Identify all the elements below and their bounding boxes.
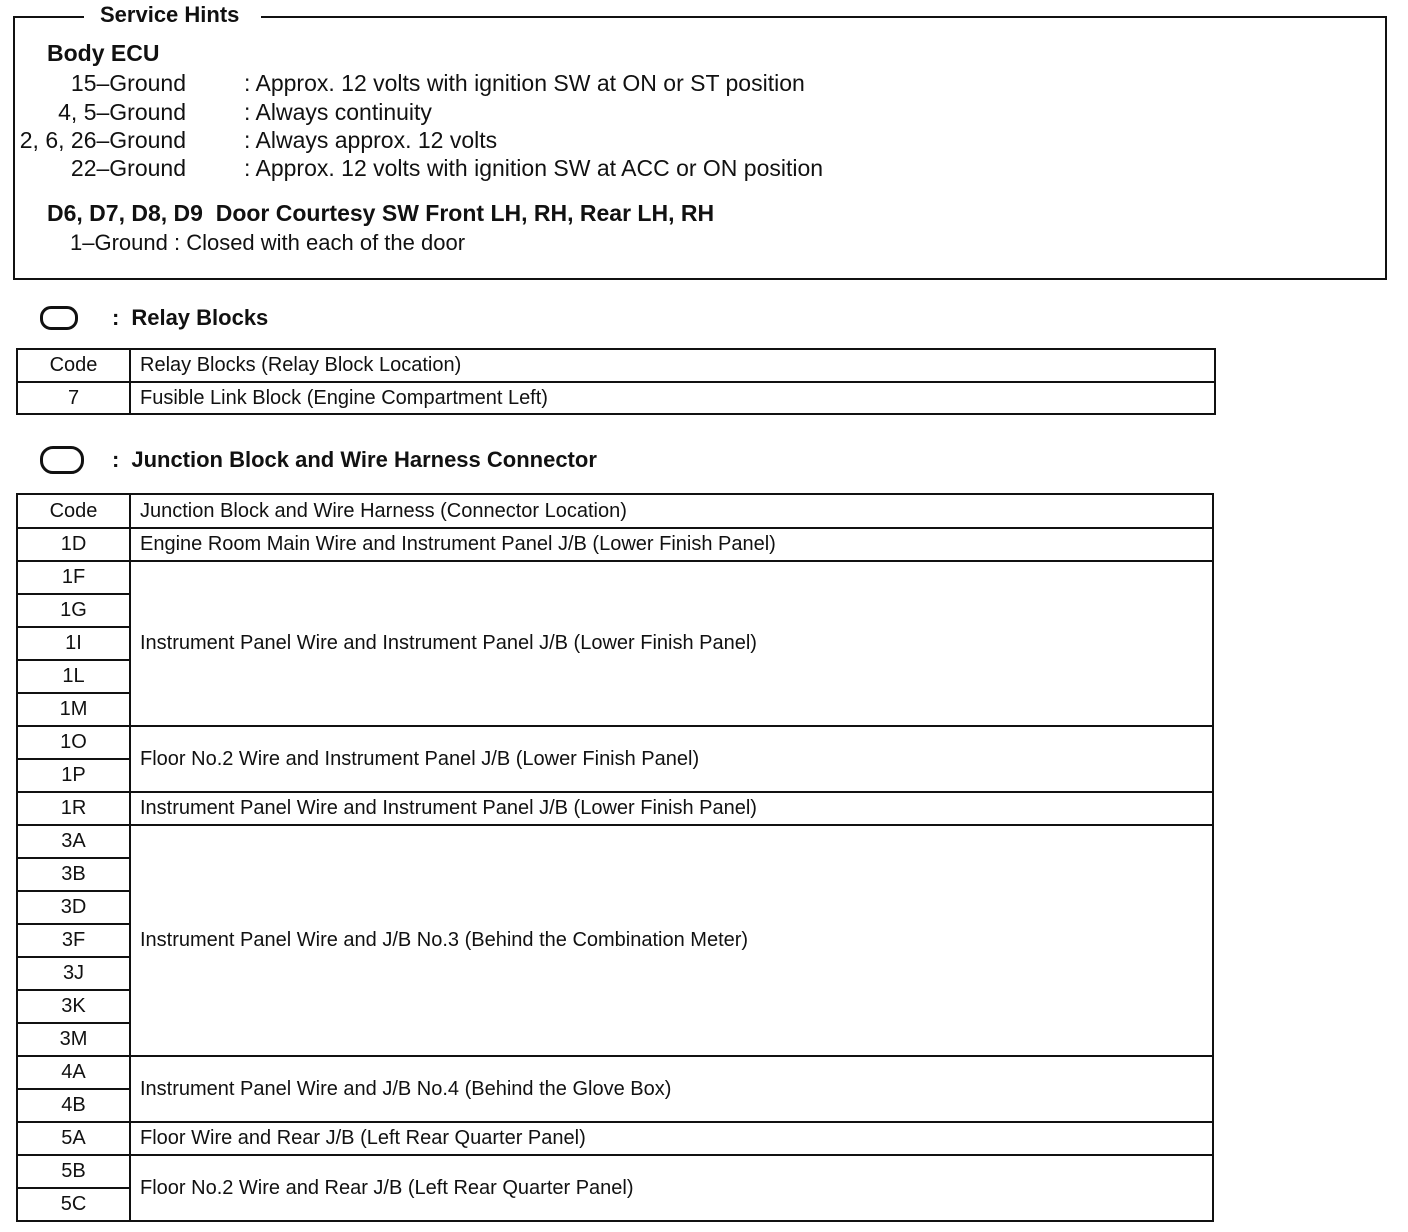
hint-desc: : Approx. 12 volts with ignition SW at ACC or ON position [244,155,824,181]
door-sw-line: 1–Ground : Closed with each of the door [70,230,466,255]
hint-desc: : Always approx. 12 volts [244,127,498,153]
table-row [17,792,1213,825]
connector-location: Engine Room Main Wire and Instrument Panel J/B (Lower Finish Panel) [130,528,1213,561]
table-row [17,382,1215,414]
table-row [17,825,1213,858]
connector-code: 1R [17,792,130,825]
hint-pins: 15–Ground [70,70,186,96]
connector-location: Instrument Panel Wire and J/B No.3 (Behind the Combination Meter) [130,825,1213,1056]
connector-code: 1M [17,693,130,726]
hint-line [15,70,1315,98]
service-hints-box [13,16,1387,280]
connector-code: 1O [17,726,130,759]
connector-location: Instrument Panel Wire and Instrument Panel J/B (Lower Finish Panel) [130,792,1213,825]
code-header: Code [17,494,130,528]
connector-code: 3A [17,825,130,858]
connector-code: 3M [17,1023,130,1056]
row-code: 7 [17,382,130,414]
relay-block-icon [40,306,78,330]
location-header: Junction Block and Wire Harness (Connector Location) [130,494,1213,528]
junction-block-label: Junction Block and Wire Harness Connector [131,447,597,472]
connector-code: 5B [17,1155,130,1188]
connector-location: Floor Wire and Rear J/B (Left Rear Quarter Panel) [130,1122,1213,1155]
table-header-row [17,349,1215,382]
hint-pins: 2, 6, 26–Ground [19,127,186,153]
connector-code: 1P [17,759,130,792]
connector-code: 4B [17,1089,130,1122]
connector-code: 5C [17,1188,130,1221]
table-row [17,528,1213,561]
service-hints-title: Service Hints [84,3,261,27]
connector-code: 1L [17,660,130,693]
connector-code: 3J [17,957,130,990]
connector-location: Floor No.2 Wire and Instrument Panel J/B (Lower Finish Panel) [130,726,1213,792]
connector-code: 4A [17,1056,130,1089]
table-row [17,561,1213,594]
relay-blocks-label: Relay Blocks [131,305,269,330]
hint-line [15,99,1315,127]
connector-code: 3B [17,858,130,891]
junction-block-header [40,446,597,474]
section-colon: : [112,305,120,330]
hint-desc: : Always continuity [244,99,432,125]
connector-location: Floor No.2 Wire and Rear J/B (Left Rear Quarter Panel) [130,1155,1213,1221]
hint-line [15,127,1315,155]
connector-code: 1I [17,627,130,660]
hint-pins: 4, 5–Ground [58,99,186,125]
connector-location: Instrument Panel Wire and J/B No.4 (Behind the Glove Box) [130,1056,1213,1122]
connector-code: 5A [17,1122,130,1155]
connector-code: 3D [17,891,130,924]
table-row [17,1155,1213,1188]
connector-location: Instrument Panel Wire and Instrument Panel J/B (Lower Finish Panel) [130,561,1213,726]
table-row [17,1056,1213,1089]
connector-code: 3F [17,924,130,957]
junction-block-icon [40,446,84,474]
hint-line [15,155,1315,183]
location-header: Relay Blocks (Relay Block Location) [130,349,1215,382]
junction-block-table [16,493,1214,1222]
connector-code: 1G [17,594,130,627]
code-header: Code [17,349,130,382]
row-desc: Fusible Link Block (Engine Compartment Left) [130,382,1215,414]
door-sw-heading: D6, D7, D8, D9 Door Courtesy SW Front LH, RH, Rear LH, RH [47,200,715,226]
connector-code: 1F [17,561,130,594]
section-colon: : [112,447,120,472]
connector-code: 3K [17,990,130,1023]
connector-code: 1D [17,528,130,561]
hint-desc: : Approx. 12 volts with ignition SW at ON or ST position [244,70,805,96]
relay-blocks-table [16,348,1216,415]
table-header-row [17,494,1213,528]
hint-pins: 22–Ground [70,155,186,181]
table-row [17,726,1213,759]
relay-blocks-header [40,305,268,331]
body-ecu-heading: Body ECU [47,40,160,66]
table-row [17,1122,1213,1155]
